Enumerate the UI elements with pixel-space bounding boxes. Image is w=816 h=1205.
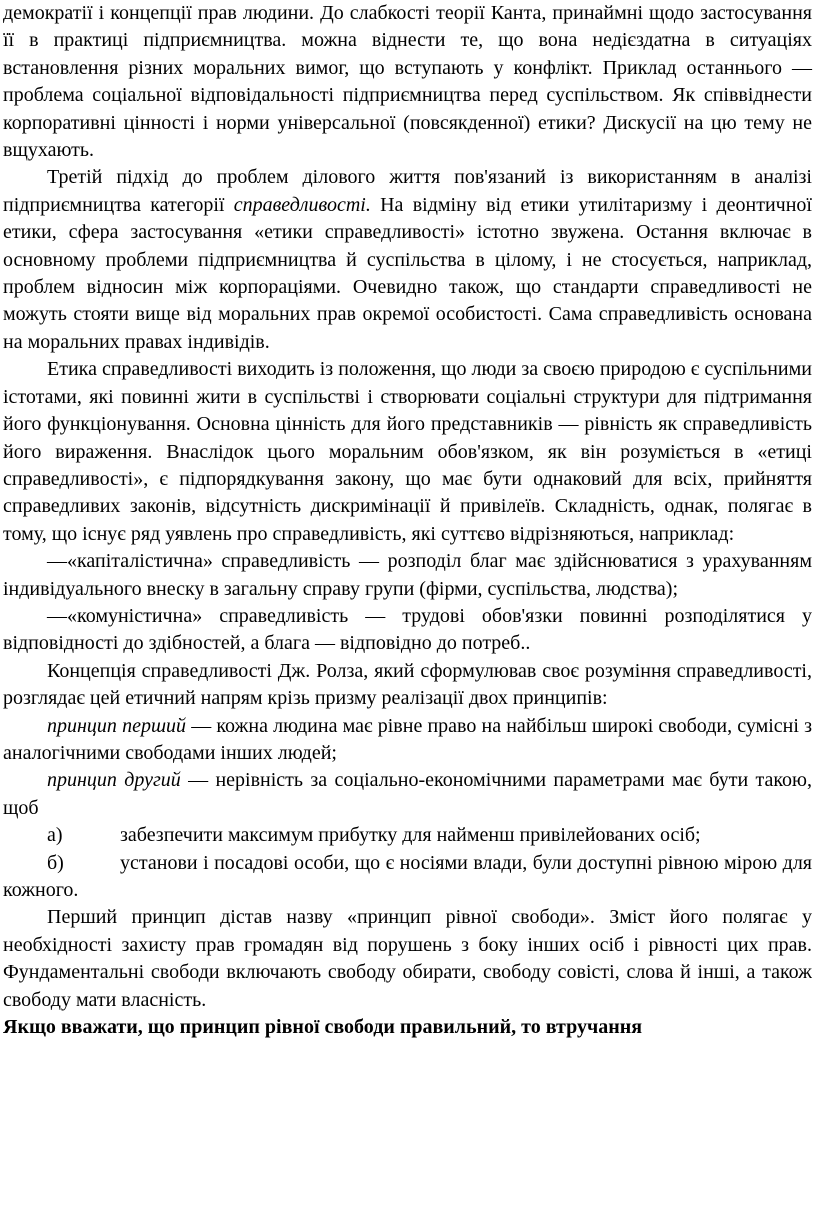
emphasis-term: принцип перший [47,714,187,737]
list-item-text: установи і посадові особи, що є носіями влади, були доступні рівною мірою для кожного. [3,851,812,901]
list-item-b [3,850,812,905]
paragraph-communist-justice: —«комуністична» справедливість — трудові обов'язки повинні розподілятися у відповідності до здібностей, а блага — відповідно до потреб.. [3,604,812,655]
emphasis-term: принцип другий [47,769,181,792]
paragraph-text: — кожна людина має рівне право на найбільш широкі свободи, сумісні з аналогічними свободами інших людей; [3,714,812,764]
emphasis-term: справедливості. [233,193,371,216]
paragraph-capitalist-justice: —«капіталістична» справедливість — розподіл благ має здійснюватися з урахуванням індивідуального внеску в загальну справу групи (фірми, суспільства, людства); [3,550,812,600]
paragraph-continuation: демократії і концепції прав людини. До слабкості теорії Канта, принаймні щодо застосування її в практиці підприємництва. можна віднести те, що вона недієздатна в ситуаціях встановлення різних моральних вимог, що вступають у конфлікт. Приклад останнього — проблема соціальної відповідальності підприємництва перед суспільством. Як співвіднести корпоративні цінності і норми універсальної (повсякденної) етики? Дискусії на цю тему не вщухають. [3,2,812,162]
paragraph-bold-conclusion: Якщо вважати, що принцип рівної свободи правильний, то втручання [3,1016,643,1039]
paragraph-principle-one [3,713,812,768]
paragraph-justice-approach [3,164,812,356]
paragraph-text: На відміну від етики утилітаризму і деонтичної етики, сфера застосування «етики справедливості» істотно звужена. Остання включає в основному проблеми підприємництва й суспільства в цілому, і не стосується, наприклад, проблем відносин між корпораціями. Очевидно також, що стандарти справедливості не можуть стояти вище від моральних прав окремої особистості. Сама справедливість основана на моральних правах індивідів. [3,193,812,353]
paragraph-text: — нерівність за соціально-економічними параметрами має бути такою, щоб [3,769,812,819]
list-marker: а) [47,824,63,847]
list-item-text: забезпечити максимум прибутку для найменш привілейованих осіб; [120,824,701,847]
list-item-a [3,822,812,849]
paragraph-equal-liberty: Перший принцип дістав назву «принцип рівної свободи». Зміст його полягає у необхідності захисту прав громадян від порушень з боку інших осіб і рівності цих прав. Фундаментальні свободи включають свободу обирати, свободу совісті, слова й інші, а також свободу мати власність. [3,906,812,1011]
paragraph-rawls-concept: Концепція справедливості Дж. Ролза, який сформулював своє розуміння справедливості, розглядає цей етичний напрям крізь призму реалізації двох принципів: [3,659,812,710]
paragraph-text: Третій підхід до проблем ділового життя пов'язаний із використанням в аналізі підприємництва категорії [3,166,812,216]
paragraph-ethics-of-justice: Етика справедливості виходить із положення, що люди за своєю природою є суспільними істотами, які повинні жити в суспільстві і створювати соціальні структури для підтримання його функціонування. Основна цінність для його представників — рівність як справедливість його вираження. Внаслідок цього моральним обов'язком, як він розуміється в «етиці справедливості», є підпорядкування закону, що має бути однаковий для всіх, прийняття справедливих законів, відсутність дискримінації й привілеїв. Складність, однак, полягає в тому, що існує ряд уявлень про справедливість, які суттєво відрізняються, наприклад: [3,358,812,545]
paragraph-principle-two [3,767,812,822]
list-marker: б) [47,851,64,874]
